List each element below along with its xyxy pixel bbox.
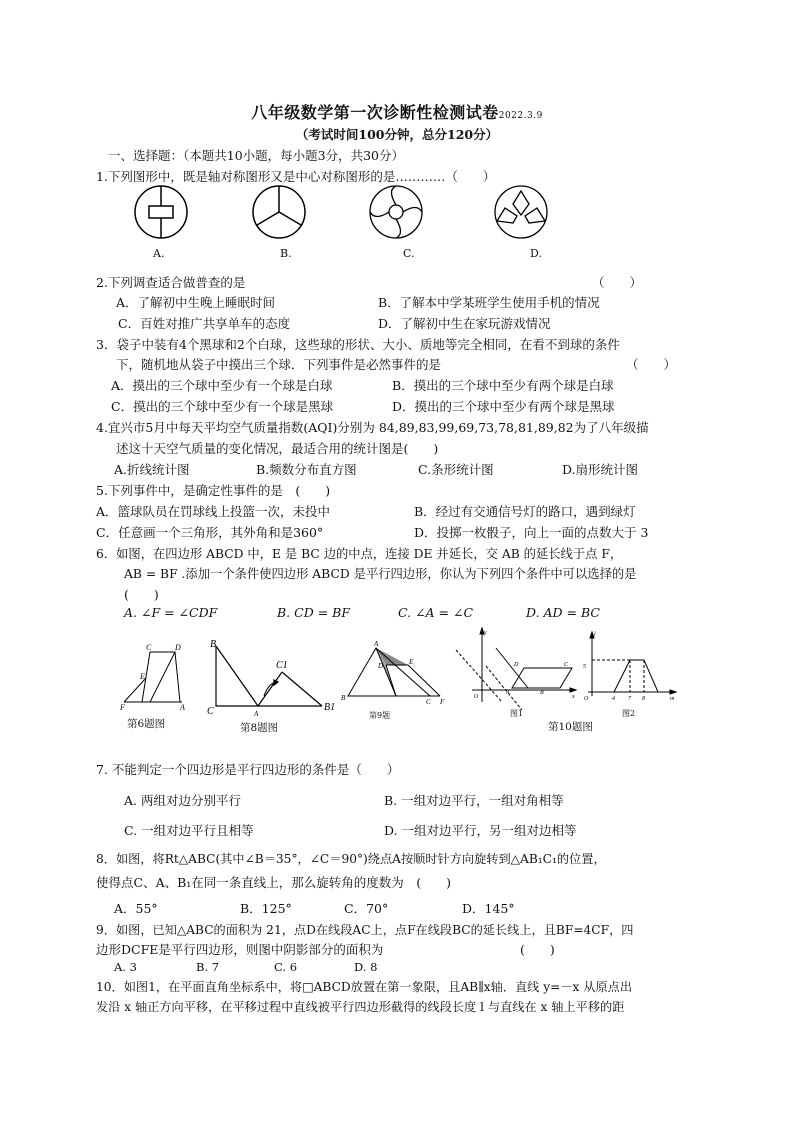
section-heading: 一、选择题：（本题共10小题，每小题3分，共30分） <box>108 148 405 163</box>
q8-option-c: C．70° <box>344 901 389 916</box>
fig6-label-f: F <box>120 703 125 712</box>
q9-option-b: B. 7 <box>196 960 220 974</box>
fig6-diagram <box>120 640 195 712</box>
q9-option-a: A. 3 <box>114 960 137 974</box>
fig10b-label-o: O <box>584 696 589 702</box>
exam-date: 2022.3.9 <box>498 111 543 121</box>
fig6-label-d: D <box>175 643 181 652</box>
fig10b-label-4: 4 <box>612 696 615 702</box>
fig10a-label-a: A <box>506 690 510 696</box>
q7-option-a: A. 两组对边分别平行 <box>124 793 241 808</box>
q6-option-a: A. ∠F = ∠CDF <box>124 605 218 620</box>
fig9-diagram <box>340 638 450 708</box>
q2-option-b: B．了解本中学某班学生使用手机的情况 <box>378 295 600 310</box>
q3-option-b: B．摸出的三个球中至少有两个球是白球 <box>392 378 614 393</box>
fig10-graph-2 <box>578 626 678 710</box>
q4-option-c: C.条形统计图 <box>418 462 494 477</box>
q3-stem-line2: 下，随机地从袋子中摸出三个球．下列事件是必然事件的是 <box>116 357 442 372</box>
q5-option-d: D．投掷一枚骰子，向上一面的点数大于 3 <box>414 525 649 540</box>
fig10a-label-b: B <box>540 690 544 696</box>
q1-figure-c <box>370 186 422 238</box>
fig9-label-f: F <box>440 698 445 706</box>
fig6-caption: 第6题图 <box>127 718 166 730</box>
q3-option-d: D．摸出的三个球中至少有两个球是黑球 <box>392 399 615 414</box>
fig6-label-a: A <box>180 703 185 712</box>
q1-label-c: C. <box>403 247 415 260</box>
q7-option-b: B. 一组对边平行，一组对角相等 <box>384 793 564 808</box>
q7-option-c: C. 一组对边平行且相等 <box>124 823 254 838</box>
q9-option-d: D. 8 <box>354 960 378 974</box>
q10-stem-line2: 发沿 x 轴正方向平移，在平移过程中直线被平行四边形截得的线段长度 l 与直线在 x 轴上平移的距 <box>96 1000 625 1014</box>
fig10-graph-1 <box>452 626 578 710</box>
fig10b-label-5: 5 <box>583 664 586 670</box>
q2-option-a: A．了解初中生晚上睡眠时间 <box>116 295 276 310</box>
q3-option-a: A．摸出的三个球中至少有一个球是白球 <box>111 378 333 393</box>
fig8-label-a: A <box>254 710 259 716</box>
q5-option-b: B．经过有交通信号灯的路口，遇到绿灯 <box>414 504 636 519</box>
fig10a-label-y: y <box>484 630 487 636</box>
fig6-label-c: C <box>146 643 152 652</box>
page-title: 八年级数学第一次诊断性检测试卷2022.3.9 <box>251 103 543 122</box>
q8-option-a: A．55° <box>114 901 158 916</box>
fig10a-label-d: D <box>514 662 519 668</box>
q2-stem: 2.下列调查适合做普查的是 <box>96 275 246 290</box>
q2-option-c: C．百姓对推广共享单车的态度 <box>118 316 291 331</box>
fig9-label-a: A <box>374 640 379 648</box>
q9-stem-line1: 9．如图，已知△ABC的面积为 21，点D在线段AC上，点F在线段BC的延长线上，且BF=4CF，四 <box>96 923 634 937</box>
fig10b-label-l: l <box>594 632 596 638</box>
q4-stem-line1: 4.宜兴市5月中每天平均空气质量指数(AQI)分别为 84,89,83,99,69,73,78,81,89,82为了八年级描 <box>96 420 649 435</box>
q1-label-a: A. <box>153 247 165 260</box>
q1-figures <box>125 182 585 242</box>
q4-option-d: D.扇形统计图 <box>562 462 639 477</box>
q2-paren: （ ） <box>592 275 643 290</box>
fig9-label-c: C <box>426 698 431 706</box>
q1-stem: 1.下列图形中，既是轴对称图形又是中心对称图形的是…………（ ） <box>96 169 496 184</box>
fig8-diagram <box>202 638 342 716</box>
q9-paren: ( ) <box>520 942 555 957</box>
q7-option-d: D. 一组对边平行，另一组对边相等 <box>384 823 577 838</box>
q5-option-a: A．篮球队员在罚球线上投篮一次，未投中 <box>96 504 331 519</box>
fig10a-label-c: C <box>564 662 569 668</box>
q2-option-d: D．了解初中生在家玩游戏情况 <box>378 316 551 331</box>
fig8-label-b: B <box>210 639 217 650</box>
fig9-label-e: E <box>409 658 414 666</box>
q9-option-c: C. 6 <box>274 960 298 974</box>
q6-stem-line1: 6．如图，在四边形 ABCD 中，E 是 BC 边的中点，连接 DE 并延长，交 AB 的延长线于点 F， <box>96 547 623 561</box>
q6-option-d: D. AD = BC <box>526 605 600 620</box>
q8-option-d: D．145° <box>462 901 515 916</box>
fig9-caption: 第9题 <box>369 711 391 720</box>
fig6-label-e: E <box>140 672 145 681</box>
q3-stem-line1: 3．袋子中装有4个黑球和2个白球，这些球的形状、大小、质地等完全相同，在看不到球的条件 <box>96 337 620 352</box>
fig9-label-b: B <box>341 694 346 702</box>
q6-paren: ( ) <box>124 587 159 602</box>
fig10b-label-m: m <box>670 696 675 702</box>
fig8-label-b1: B1 <box>324 702 336 713</box>
q7-stem: 7. 不能判定一个四边形是平行四边形的条件是（ ） <box>96 762 400 777</box>
q4-option-b: B.频数分布直方图 <box>256 462 357 477</box>
q6-option-b: B. CD = BF <box>277 605 350 620</box>
fig8-label-c: C <box>207 706 214 716</box>
q5-option-c: C．任意画一个三角形，其外角和是360° <box>96 525 324 540</box>
q8-stem-line2: 使得点C、A、B₁在同一条直线上，那么旋转角的度数为 ( ) <box>96 875 452 890</box>
q4-option-a: A.折线统计图 <box>114 462 190 477</box>
exam-subtitle: （考试时间100分钟，总分120分） <box>295 127 499 142</box>
q1-figure-a <box>135 186 187 238</box>
fig10-sub-caption-1: 图1 <box>510 709 524 718</box>
fig8-caption: 第8题图 <box>240 722 279 734</box>
q3-paren: （ ） <box>626 357 677 372</box>
fig10a-label-x: x <box>572 694 575 700</box>
q1-label-b: B. <box>280 247 292 260</box>
fig10-caption: 第10题图 <box>548 721 593 733</box>
fig10a-label-o: O <box>474 694 479 700</box>
fig10b-label-7: 7 <box>628 696 631 702</box>
q1-figure-d <box>495 186 547 238</box>
q1-figure-b <box>253 186 305 238</box>
q5-stem: 5.下列事件中，是确定性事件的是 ( ) <box>96 483 331 498</box>
q6-stem-line2: AB = BF .添加一个条件使四边形 ABCD 是平行四边形，你认为下列四个条件中可以选择的是 <box>124 567 637 581</box>
q1-label-d: D. <box>530 247 542 260</box>
q9-stem-line2: 边形DCFE是平行四边形，则图中阴影部分的面积为 <box>96 942 384 957</box>
fig9-label-d: D <box>378 662 384 670</box>
q8-option-b: B．125° <box>240 901 292 916</box>
fig8-label-c1: C1 <box>276 660 288 671</box>
q4-stem-line2: 述这十天空气质量的变化情况，最适合用的统计图是( ) <box>116 441 439 456</box>
fig10b-label-8: 8 <box>642 696 645 702</box>
fig10-sub-caption-2: 图2 <box>622 709 636 718</box>
q10-stem-line1: 10．如图1，在平面直角坐标系中，将□ABCD放置在第一象限，且AB∥x轴．直线 y=－x 从原点出 <box>96 980 633 994</box>
q6-option-c: C. ∠A = ∠C <box>398 605 474 620</box>
q3-option-c: C．摸出的三个球中至少有一个球是黑球 <box>111 399 334 414</box>
q8-stem-line1: 8．如图，将Rt△ABC(其中∠B＝35°，∠C＝90°)绕点A按顺时针方向旋转到△AB₁C₁的位置， <box>96 852 606 866</box>
